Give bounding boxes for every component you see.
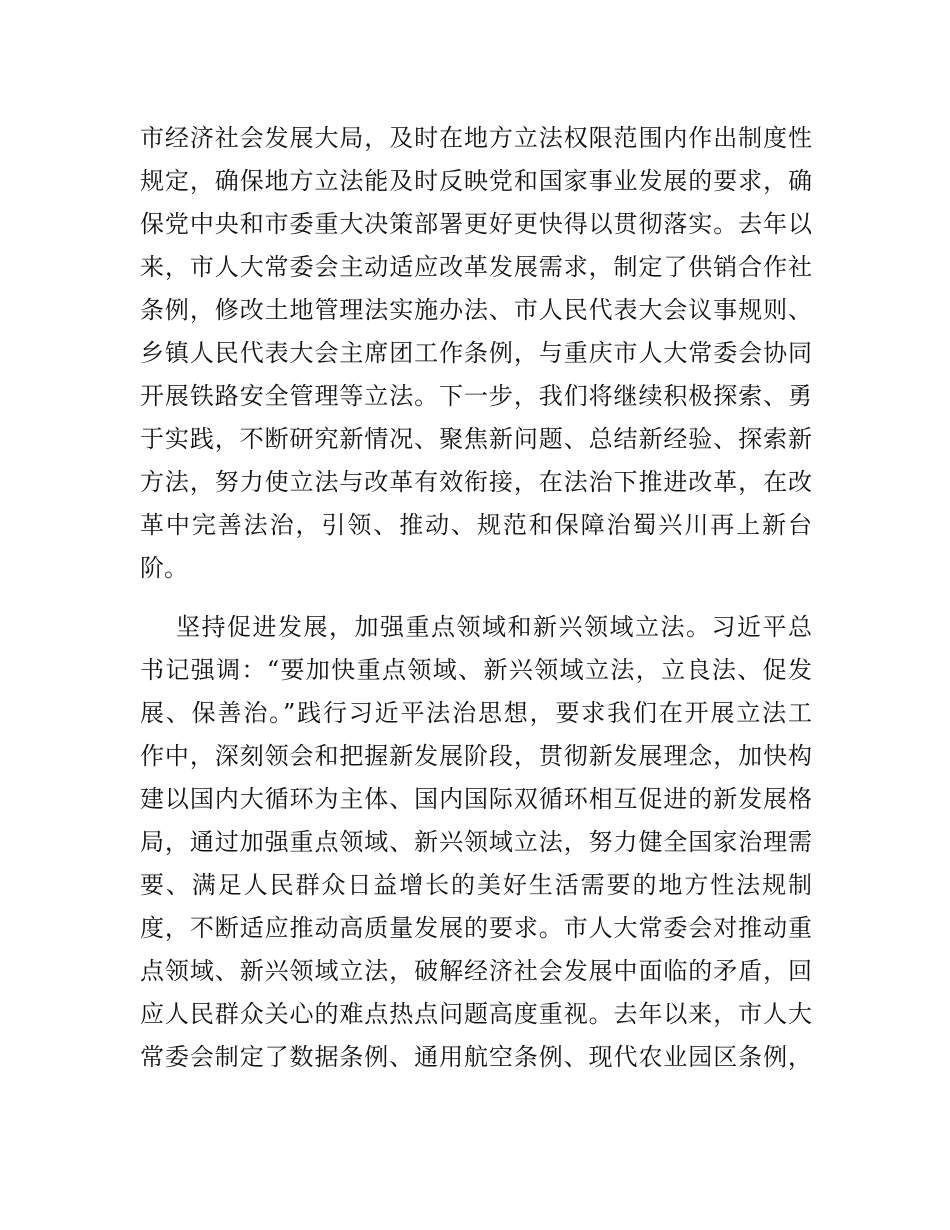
paragraph2-line: 度，不断适应推动高质量发展的要求。市人大常委会对推动重 bbox=[140, 914, 812, 942]
paragraph2-line: 坚持促进发展，加强重点领域和新兴领域立法。习近平总 bbox=[176, 613, 812, 641]
paragraph1-line: 保党中央和市委重大决策部署更好更快得以贯彻落实。去年以 bbox=[140, 210, 812, 238]
paragraph1-line: 于实践，不断研究新情况、聚焦新问题、总结新经验、探索新 bbox=[140, 425, 812, 453]
paragraph1-line: 开展铁路安全管理等立法。下一步，我们将继续积极探索、勇 bbox=[140, 382, 812, 410]
paragraph1-line: 规定，确保地方立法能及时反映党和国家事业发展的要求，确 bbox=[140, 167, 812, 195]
paragraph2-line: 展、保善治。”践行习近平法治思想，要求我们在开展立法工 bbox=[140, 699, 812, 727]
paragraph2-line: 建以国内大循环为主体、国内国际双循环相互促进的新发展格 bbox=[140, 785, 812, 813]
paragraph2-line: 常委会制定了数据条例、通用航空条例、现代农业园区条例， bbox=[140, 1043, 812, 1071]
paragraph2-line: 点领域、新兴领域立法，破解经济社会发展中面临的矛盾，回 bbox=[140, 957, 812, 985]
paragraph1-line: 方法，努力使立法与改革有效衔接，在法治下推进改革，在改 bbox=[140, 468, 812, 496]
paragraph1-line: 市经济社会发展大局，及时在地方立法权限范围内作出制度性 bbox=[140, 124, 812, 152]
paragraph2-line: 要、满足人民群众日益增长的美好生活需要的地方性法规制 bbox=[140, 871, 812, 899]
paragraph1-line: 革中完善法治，引领、推动、规范和保障治蜀兴川再上新台 bbox=[140, 511, 812, 539]
paragraph2-line: 局，通过加强重点领域、新兴领域立法，努力健全国家治理需 bbox=[140, 828, 812, 856]
paragraph2-line: 应人民群众关心的难点热点问题高度重视。去年以来，市人大 bbox=[140, 1000, 812, 1028]
paragraph2-line: 作中，深刻领会和把握新发展阶段，贯彻新发展理念，加快构 bbox=[140, 742, 812, 770]
paragraph1-line: 来，市人大常委会主动适应改革发展需求，制定了供销合作社 bbox=[140, 253, 812, 281]
paragraph1-line: 乡镇人民代表大会主席团工作条例，与重庆市人大常委会协同 bbox=[140, 339, 812, 367]
paragraph2-line: 书记强调：“要加快重点领域、新兴领域立法，立良法、促发 bbox=[140, 656, 812, 684]
paragraph1-line: 条例，修改土地管理法实施办法、市人民代表大会议事规则、 bbox=[140, 296, 812, 324]
paragraph1-line: 阶。 bbox=[140, 554, 188, 582]
